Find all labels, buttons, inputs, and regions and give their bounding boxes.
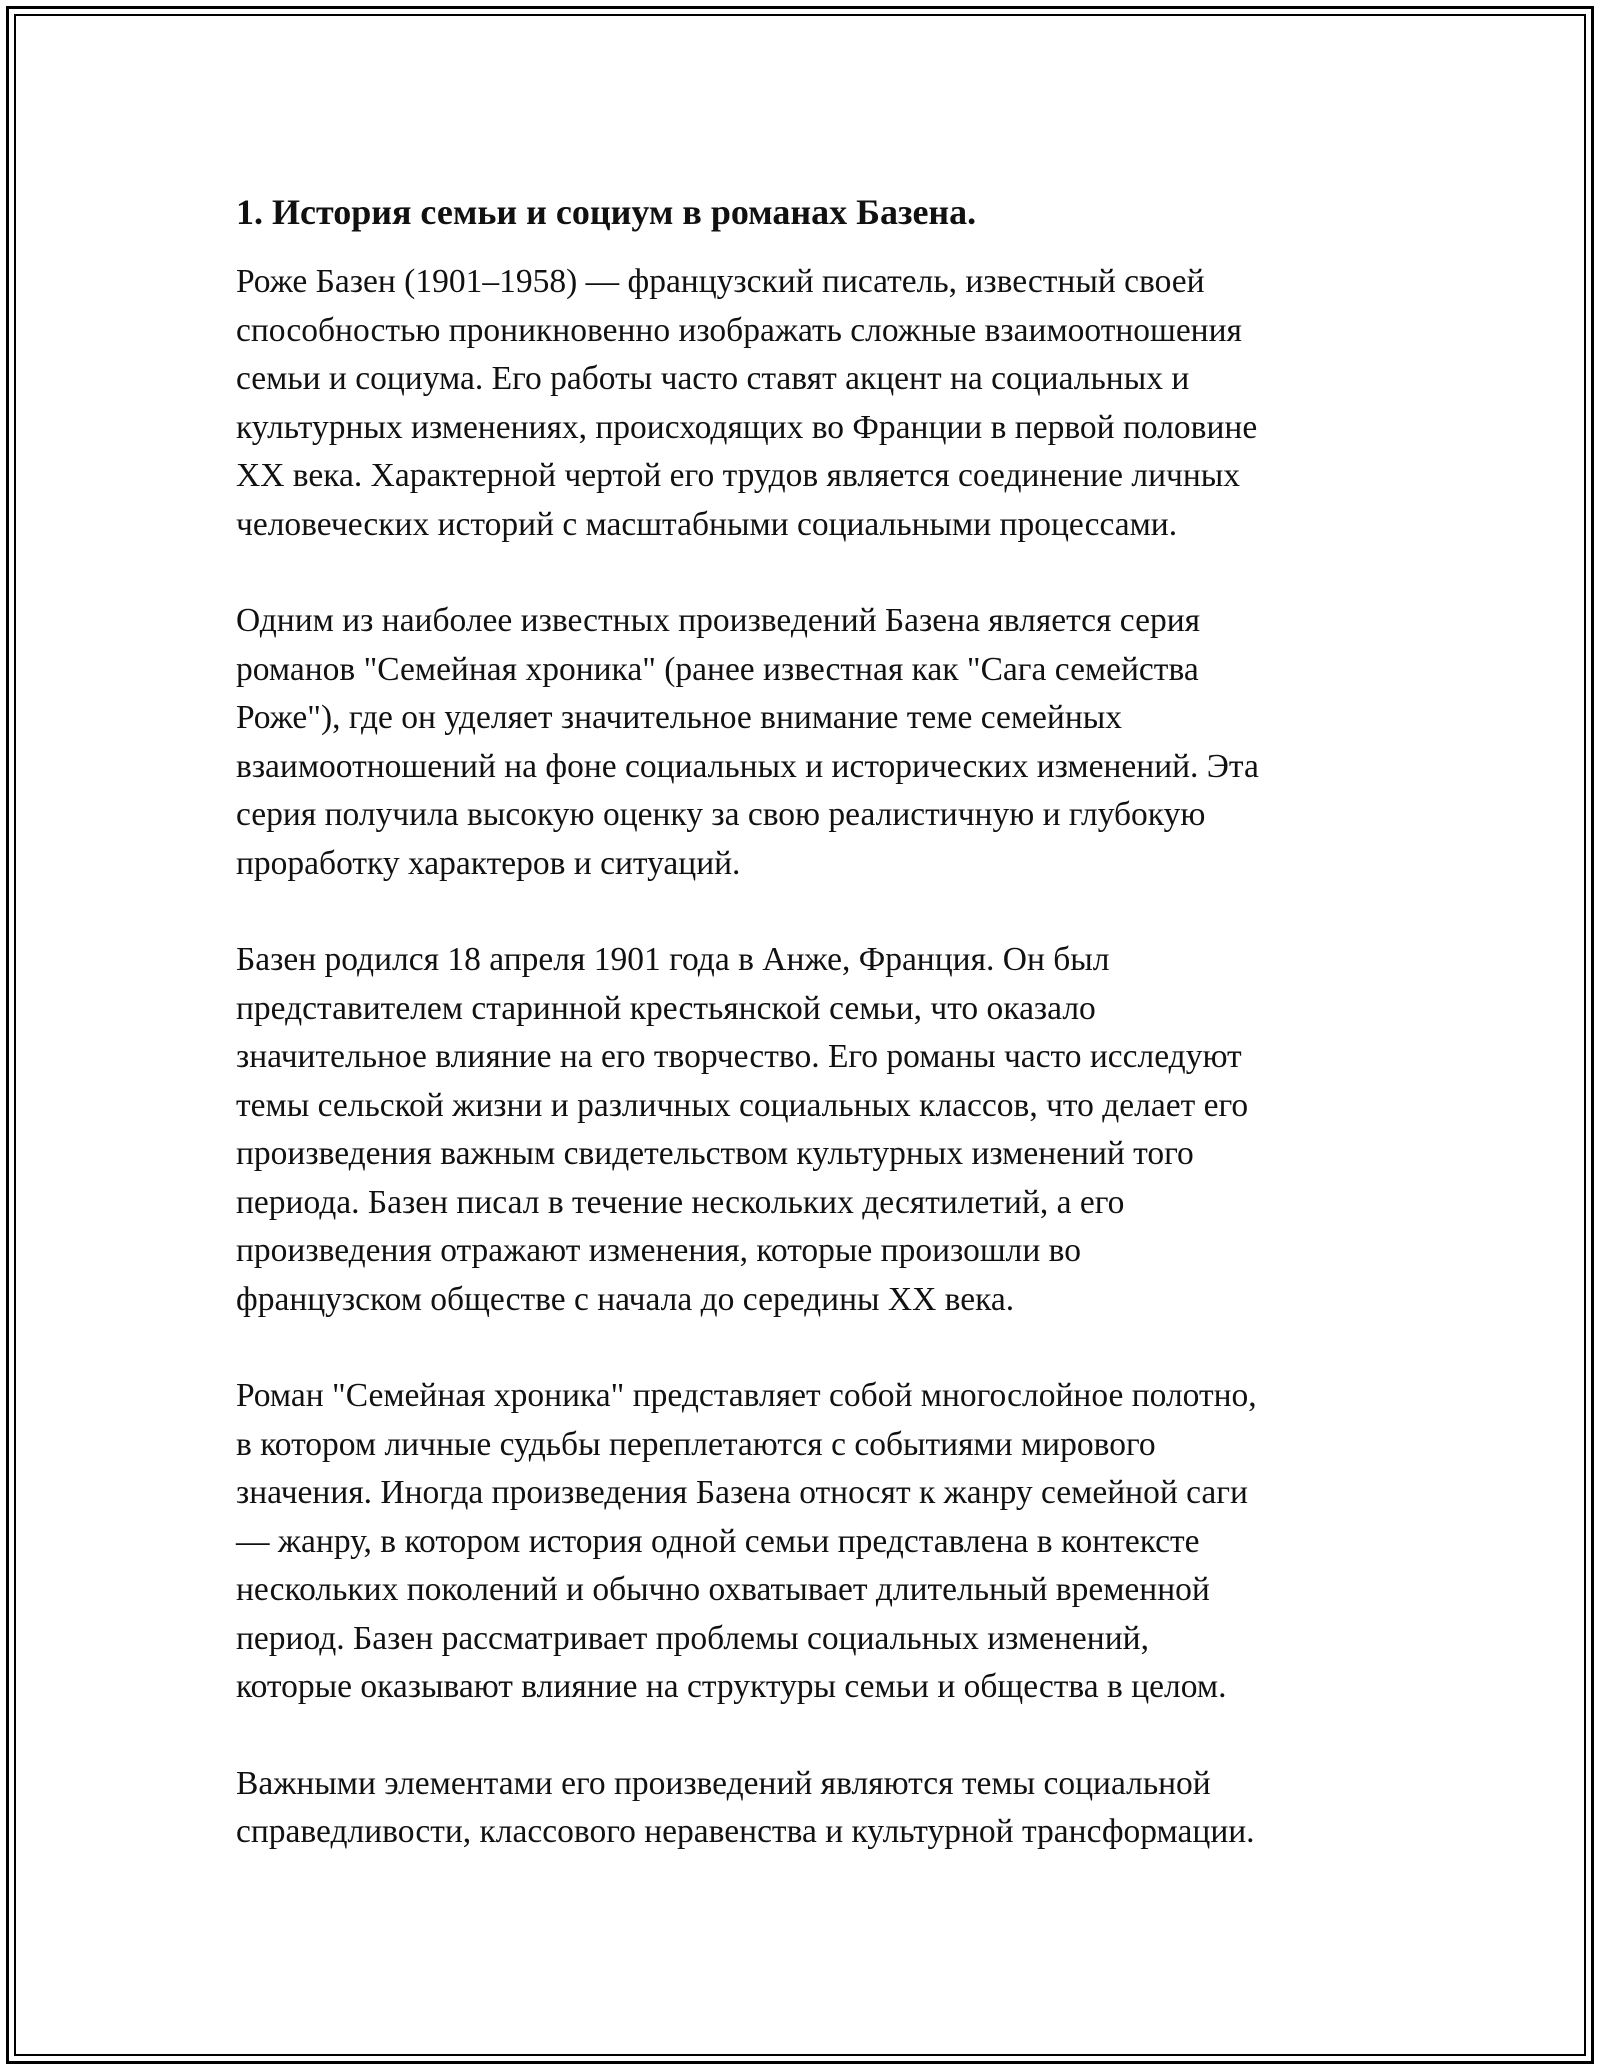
text-line: Важными элементами его произведений являются темы социальной <box>236 1764 1211 1802</box>
text-line: взаимоотношений на фоне социальных и исторических изменений. Эта <box>236 747 1259 785</box>
text-line: произведения отражают изменения, которые произошли во <box>236 1232 1081 1269</box>
text-line: человеческих историй с масштабными социальными процессами. <box>236 505 1178 543</box>
text-line: справедливости, классового неравенства и культурной трансформации. <box>236 1813 1255 1850</box>
text-line: культурных изменениях, происходящих во Франции в первой половине <box>236 408 1258 446</box>
text-line: Роман "Семейная хроника" представляет собой многослойное полотно, <box>236 1377 1257 1414</box>
text-line: проработку характеров и ситуаций. <box>236 844 741 882</box>
paragraph-5 <box>236 1760 1366 1857</box>
text-line: в котором личные судьбы переплетаются с событиями мирового <box>236 1425 1156 1463</box>
text-line: периода. Базен писал в течение нескольких десятилетий, а его <box>236 1183 1125 1221</box>
paragraph-1 <box>236 258 1366 549</box>
text-line: Одним из наиболее известных произведений Базена является серия <box>236 602 1201 639</box>
section-heading: 1. История семьи и социум в романах Базена. <box>236 192 977 232</box>
text-line: значительное влияние на его творчество. Его романы часто исследуют <box>236 1038 1242 1075</box>
paragraph-3 <box>236 936 1366 1324</box>
document-body <box>236 188 1366 1905</box>
text-line: — жанру, в котором история одной семьи представлена в контексте <box>236 1522 1200 1560</box>
text-line: французском обществе с начала до середины XX века. <box>236 1280 1015 1318</box>
text-line: которые оказывают влияние на структуры семьи и общества в целом. <box>236 1668 1227 1705</box>
paragraph-4 <box>236 1372 1366 1712</box>
text-line: период. Базен рассматривает проблемы социальных изменений, <box>236 1619 1149 1657</box>
text-line: темы сельской жизни и различных социальных классов, что делает его <box>236 1086 1249 1124</box>
text-line: Роже"), где он уделяет значительное внимание теме семейных <box>236 699 1123 736</box>
text-line: романов "Семейная хроника" (ранее известная как "Сага семейства <box>236 650 1199 688</box>
text-line: XX века. Характерной чертой его трудов является соединение личных <box>236 457 1241 494</box>
text-line: способностью проникновенно изображать сложные взаимоотношения <box>236 311 1242 349</box>
text-line: Роже Базен (1901–1958) — французский писатель, известный своей <box>236 263 1205 300</box>
paragraph-2 <box>236 597 1366 888</box>
text-line: серия получила высокую оценку за свою реалистичную и глубокую <box>236 796 1206 833</box>
text-line: произведения важным свидетельством культурных изменений того <box>236 1135 1194 1172</box>
text-line: семьи и социума. Его работы часто ставят акцент на социальных и <box>236 360 1190 397</box>
text-line: представителем старинной крестьянской семьи, что оказало <box>236 989 1096 1027</box>
text-line: Базен родился 18 апреля 1901 года в Анже, Франция. Он был <box>236 941 1110 978</box>
text-line: нескольких поколений и обычно охватывает длительный временной <box>236 1571 1210 1608</box>
text-line: значения. Иногда произведения Базена относят к жанру семейной саги <box>236 1474 1248 1511</box>
